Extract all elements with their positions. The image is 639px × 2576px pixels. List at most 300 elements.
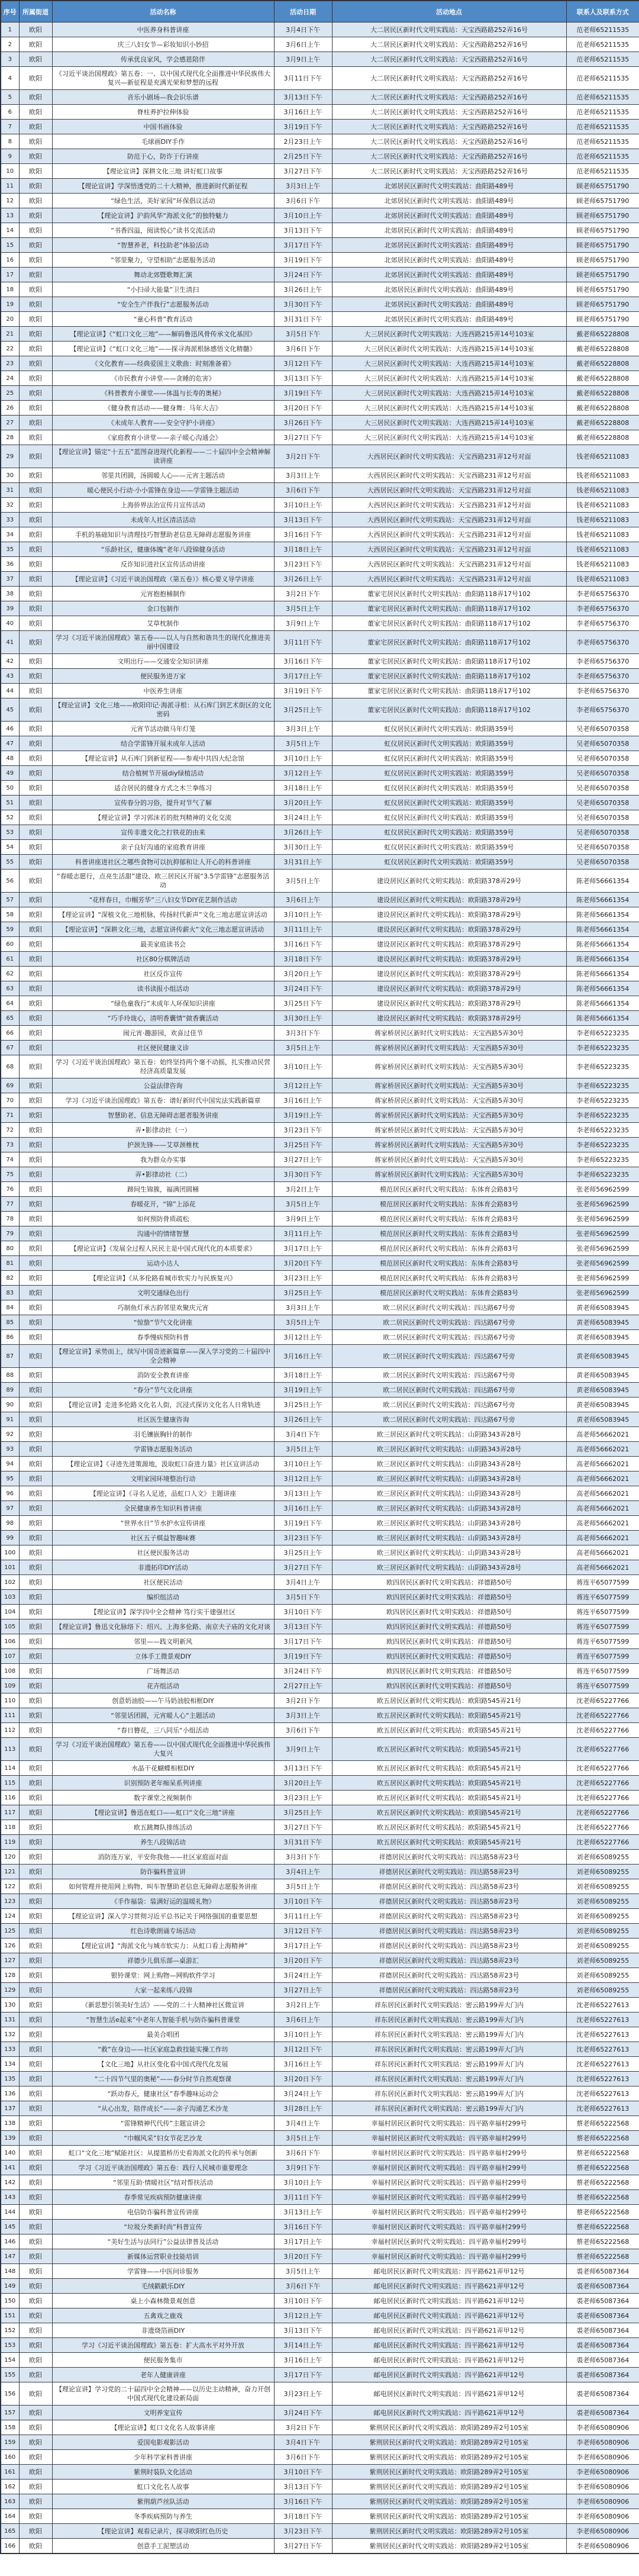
cell-activity-date: 3月28日上午 xyxy=(274,2101,332,2116)
cell-contact: 李老师65223235 xyxy=(566,1138,639,1152)
cell-activity-name: 《习近平谈治国理政》第五卷：一、以中国式现代化全面推进中华民族伟大复兴—新征程是充满光荣和梦想的远程 xyxy=(52,67,274,90)
table-row xyxy=(1,1708,639,1723)
cell-activity-location: 欧二居民区新时代文明实践站：四达路67号旁 xyxy=(332,1345,566,1368)
cell-activity-location: 董家宅居民区新时代文明实践站：曲阳路118弄17号102 xyxy=(332,684,566,698)
cell-activity-location: 北郊居民区新时代文明实践站：曲阳路489号 xyxy=(332,179,566,194)
cell-contact: 张老师56962599 xyxy=(566,1182,639,1197)
cell-street: 欧阳 xyxy=(19,1545,52,1560)
cell-no: 112 xyxy=(1,1723,19,1738)
cell-activity-location: 祥东居民区新时代文明实践站：密云路199弄大门内 xyxy=(332,2101,566,2116)
cell-no: 110 xyxy=(1,1693,19,1708)
cell-street: 欧阳 xyxy=(19,1271,52,1286)
table-row xyxy=(1,1108,639,1123)
cell-activity-name: 社区便民服务活动 xyxy=(52,1545,274,1560)
cell-contact: 吴老师65070358 xyxy=(566,840,639,855)
cell-street: 欧阳 xyxy=(19,2308,52,2323)
cell-activity-date: 3月6日下午 xyxy=(274,483,332,498)
cell-activity-date: 3月16日上午 xyxy=(274,1093,332,1108)
cell-street: 欧阳 xyxy=(19,312,52,327)
cell-activity-location: 董家宅居民区新时代文明实践站：曲阳路118弄17号102 xyxy=(332,601,566,616)
cell-no: 84 xyxy=(1,1300,19,1315)
cell-street: 欧阳 xyxy=(19,796,52,810)
cell-street: 欧阳 xyxy=(19,401,52,416)
table-row xyxy=(1,1983,639,1998)
table-row xyxy=(1,1398,639,1412)
cell-activity-location: 欧四居民区新时代文明实践站：祥德路50号 xyxy=(332,1634,566,1649)
cell-no: 41 xyxy=(1,631,19,654)
cell-activity-name: 欧五跳舞队排练活动 xyxy=(52,1820,274,1835)
cell-no: 117 xyxy=(1,1805,19,1820)
cell-contact: 李老师65080906 xyxy=(566,2494,639,2509)
cell-activity-location: 祥东居民区新时代文明实践站：密云路199弄大门内 xyxy=(332,2072,566,2086)
cell-no: 25 xyxy=(1,386,19,401)
cell-no: 72 xyxy=(1,1123,19,1138)
cell-street: 欧阳 xyxy=(19,1850,52,1865)
table-row xyxy=(1,1167,639,1182)
cell-no: 30 xyxy=(1,468,19,483)
cell-activity-location: 蒋家桥居民区新时代文明实践站：天宝西路5弄30号 xyxy=(332,1055,566,1078)
cell-no: 17 xyxy=(1,268,19,282)
cell-activity-name: “救”在身边——社区家庭急救技能实操工作坊 xyxy=(52,2042,274,2057)
cell-no: 137 xyxy=(1,2101,19,2116)
cell-activity-name: 未成年人社区清洁活动 xyxy=(52,513,274,527)
cell-activity-location: 幸福村居民区新时代文明实践站：四平路幸福村299号 xyxy=(332,2220,566,2234)
cell-no: 142 xyxy=(1,2175,19,2190)
table-row xyxy=(1,1152,639,1167)
cell-activity-location: 模范居民区新时代文明实践站：东体育会路83号 xyxy=(332,1182,566,1197)
cell-activity-location: 蒋家桥居民区新时代文明实践站：天宝西路5弄30号 xyxy=(332,1108,566,1123)
cell-activity-location: 大西居民区新时代文明实践站：天宝西路231弄12号对面 xyxy=(332,483,566,498)
cell-street: 欧阳 xyxy=(19,513,52,527)
cell-street: 欧阳 xyxy=(19,1983,52,1998)
cell-no: 88 xyxy=(1,1368,19,1383)
cell-street: 欧阳 xyxy=(19,631,52,654)
cell-no: 51 xyxy=(1,796,19,810)
cell-activity-name: 宣传春分的习俗，提升对节气了解 xyxy=(52,796,274,810)
cell-activity-location: 北郊居民区新时代文明实践站：曲阳路489号 xyxy=(332,297,566,312)
table-row xyxy=(1,684,639,698)
cell-activity-location: 邮电居民区新时代文明实践站：四平路621弄甲12号 xyxy=(332,2323,566,2338)
cell-activity-location: 紫荆居民区新时代文明实践站：欧阳路289弄2号105室 xyxy=(332,2480,566,2494)
cell-activity-name: “智慧养老，科技助老”体验活动 xyxy=(52,238,274,253)
cell-no: 83 xyxy=(1,1286,19,1300)
cell-no: 35 xyxy=(1,542,19,557)
cell-no: 26 xyxy=(1,401,19,416)
cell-street: 欧阳 xyxy=(19,2353,52,2368)
cell-street: 欧阳 xyxy=(19,67,52,90)
cell-activity-location: 虹仪居民区新时代文明实践站：欧阳路359号 xyxy=(332,796,566,810)
cell-activity-location: 建设居民区新时代文明实践站：欧阳路378弄29号 xyxy=(332,952,566,967)
cell-activity-location: 大三居民区新时代文明实践站：大连西路215弄14号103室 xyxy=(332,371,566,386)
cell-street: 欧阳 xyxy=(19,1693,52,1708)
cell-contact: 高老师56662021 xyxy=(566,1501,639,1516)
table-row xyxy=(1,1605,639,1619)
cell-street: 欧阳 xyxy=(19,1212,52,1226)
cell-street: 欧阳 xyxy=(19,2057,52,2072)
cell-activity-name: 羽毛镶嵌胸针的制作 xyxy=(52,1427,274,1442)
cell-activity-name: 反诈知识进社区宣传活动讲座 xyxy=(52,557,274,572)
cell-street: 欧阳 xyxy=(19,781,52,796)
cell-street: 欧阳 xyxy=(19,1241,52,1256)
cell-contact: 裘老师65087364 xyxy=(566,2308,639,2323)
table-row xyxy=(1,1123,639,1138)
cell-activity-location: 建设居民区新时代文明实践站：欧阳路378弄29号 xyxy=(332,907,566,922)
cell-activity-name: 舞动北郊暨歌舞汇演 xyxy=(52,268,274,282)
table-row xyxy=(1,1300,639,1315)
table-row xyxy=(1,1791,639,1805)
table-row xyxy=(1,1412,639,1427)
cell-activity-location: 大西居民区新时代文明实践站：天宝西路231弄12号对面 xyxy=(332,498,566,513)
cell-contact: 李老师65080906 xyxy=(566,2450,639,2465)
cell-contact: 沈老师65227766 xyxy=(566,1791,639,1805)
cell-activity-date: 3月20日下午 xyxy=(274,2249,332,2264)
cell-activity-name: 护颈先锋——艾草颈椎枕 xyxy=(52,1138,274,1152)
cell-activity-location: 建设居民区新时代文明实践站：欧阳路378弄29号 xyxy=(332,937,566,952)
cell-activity-name: 我为群众办实事 xyxy=(52,1152,274,1167)
cell-contact: 陈老师56661354 xyxy=(566,937,639,952)
cell-activity-name: 庆三八妇女节—彩妆知识小妙招 xyxy=(52,37,274,52)
cell-activity-location: 邮电居民区新时代文明实践站：四平路621弄甲12号 xyxy=(332,2368,566,2382)
table-row xyxy=(1,2294,639,2308)
cell-activity-location: 北郊居民区新时代文明实践站：曲阳路489号 xyxy=(332,282,566,297)
cell-contact: 陈老师56661354 xyxy=(566,981,639,996)
cell-activity-date: 3月19日上午 xyxy=(274,1108,332,1123)
cell-no: 141 xyxy=(1,2160,19,2175)
cell-contact: 蒋连平65077599 xyxy=(566,1605,639,1619)
cell-contact: 沈老师65227613 xyxy=(566,2027,639,2042)
cell-activity-location: 欧三居民区新时代文明实践站：山阴路343弄28号 xyxy=(332,1486,566,1501)
cell-activity-name: 老年人健康讲座 xyxy=(52,2368,274,2382)
cell-activity-location: 幸福村居民区新时代文明实践站：四平路幸福村299号 xyxy=(332,2116,566,2131)
cell-street: 欧阳 xyxy=(19,2190,52,2205)
cell-activity-location: 蒋家桥居民区新时代文明实践站：天宝西路5弄30号 xyxy=(332,1078,566,1093)
cell-street: 欧阳 xyxy=(19,1457,52,1471)
cell-no: 113 xyxy=(1,1738,19,1761)
cell-activity-location: 祥东居民区新时代文明实践站：密云路199弄大门内 xyxy=(332,1998,566,2012)
table-row xyxy=(1,1011,639,1026)
cell-activity-location: 祥东居民区新时代文明实践站：密云路199弄大门内 xyxy=(332,2012,566,2027)
cell-activity-location: 祥东居民区新时代文明实践站：密云路199弄大门内 xyxy=(332,2057,566,2072)
cell-activity-date: 3月18日下午 xyxy=(274,952,332,967)
cell-street: 欧阳 xyxy=(19,1791,52,1805)
table-row xyxy=(1,1575,639,1590)
cell-street: 欧阳 xyxy=(19,840,52,855)
table-row xyxy=(1,810,639,825)
cell-activity-date: 3月23日下午 xyxy=(274,2524,332,2539)
cell-no: 146 xyxy=(1,2234,19,2249)
cell-activity-name: 【理论宣讲】锚定“十五五”蓝图奋进现代化新程——二十届四中全会精神解读讲座 xyxy=(52,445,274,468)
cell-activity-name: “从心出发，陪伴成长”——亲子沟通艺术沙龙 xyxy=(52,2101,274,2116)
cell-street: 欧阳 xyxy=(19,1078,52,1093)
cell-activity-date: 3月5日上午 xyxy=(274,1315,332,1330)
cell-activity-location: 欧四居民区新时代文明实践站：祥德路50号 xyxy=(332,1590,566,1605)
cell-activity-name: 数字课堂之视频制作 xyxy=(52,1791,274,1805)
cell-street: 欧阳 xyxy=(19,2524,52,2539)
cell-activity-date: 3月17日上午 xyxy=(274,1939,332,1953)
cell-no: 80 xyxy=(1,1241,19,1256)
cell-street: 欧阳 xyxy=(19,751,52,766)
cell-activity-date: 3月6日下午 xyxy=(274,2279,332,2294)
cell-activity-location: 欧三居民区新时代文明实践站：山阴路343弄28号 xyxy=(332,1471,566,1486)
cell-activity-location: 欧五居民区新时代文明实践站：欧阳路545弄21号 xyxy=(332,1820,566,1835)
cell-activity-location: 紫荆居民区新时代文明实践站：欧阳路289弄2号105室 xyxy=(332,2524,566,2539)
cell-street: 欧阳 xyxy=(19,1345,52,1368)
cell-street: 欧阳 xyxy=(19,2264,52,2279)
cell-activity-location: 欧三居民区新时代文明实践站：山阴路343弄28号 xyxy=(332,1531,566,1545)
cell-activity-location: 大三居民区新时代文明实践站：大连西路215弄14号103室 xyxy=(332,401,566,416)
cell-activity-date: 3月11日下午 xyxy=(274,67,332,90)
cell-activity-date: 3月10日上午 xyxy=(274,208,332,223)
cell-no: 149 xyxy=(1,2279,19,2294)
cell-no: 105 xyxy=(1,1619,19,1634)
cell-activity-location: 欧五居民区新时代文明实践站：欧阳路545弄21号 xyxy=(332,1761,566,1776)
cell-activity-name: 文明养宠宣传 xyxy=(52,2406,274,2420)
cell-activity-location: 紫荆居民区新时代文明实践站：欧阳路289弄2号105室 xyxy=(332,2465,566,2480)
cell-activity-name: 如何预防骨质疏松 xyxy=(52,1212,274,1226)
cell-activity-date: 3月19日下午 xyxy=(274,253,332,268)
table-row xyxy=(1,2264,639,2279)
table-row xyxy=(1,1212,639,1226)
cell-contact: 裘老师65087364 xyxy=(566,2294,639,2308)
cell-activity-date: 3月24日上午 xyxy=(274,1968,332,1983)
cell-street: 欧阳 xyxy=(19,52,52,67)
cell-activity-location: 紫荆居民区新时代文明实践站：欧阳路289弄2号105室 xyxy=(332,2494,566,2509)
cell-no: 23 xyxy=(1,356,19,371)
cell-no: 71 xyxy=(1,1108,19,1123)
cell-no: 99 xyxy=(1,1531,19,1545)
cell-street: 欧阳 xyxy=(19,2420,52,2435)
cell-contact: 沈老师65227766 xyxy=(566,1738,639,1761)
cell-activity-name: 紫荆时装队文化活动 xyxy=(52,2465,274,2480)
cell-street: 欧阳 xyxy=(19,468,52,483)
cell-contact: 沈老师65227613 xyxy=(566,2042,639,2057)
cell-contact: 戴老师65228808 xyxy=(566,416,639,430)
cell-activity-location: 大西居民区新时代文明实践站：天宝西路231弄12号对面 xyxy=(332,513,566,527)
cell-activity-name: 如何管理并使用网上购物、叫车智慧助老信息无障碍志愿服务讲座 xyxy=(52,1879,274,1894)
cell-activity-date: 3月30日上午 xyxy=(274,840,332,855)
cell-activity-location: 模范居民区新时代文明实践站：东体育会路83号 xyxy=(332,1212,566,1226)
table-row xyxy=(1,2220,639,2234)
cell-no: 154 xyxy=(1,2353,19,2368)
cell-activity-name: 运动小达人 xyxy=(52,1256,274,1271)
cell-street: 欧阳 xyxy=(19,1649,52,1664)
cell-activity-date: 3月24日上午 xyxy=(274,810,332,825)
cell-activity-name: 适合居民的健身方式之木兰拳练习 xyxy=(52,781,274,796)
cell-contact: 蒋连平65077599 xyxy=(566,1679,639,1693)
cell-activity-date: 3月3日下午 xyxy=(274,1850,332,1865)
cell-no: 4 xyxy=(1,67,19,90)
cell-street: 欧阳 xyxy=(19,1041,52,1055)
cell-street: 欧阳 xyxy=(19,1108,52,1123)
cell-contact: 沈老师65227766 xyxy=(566,1820,639,1835)
cell-street: 欧阳 xyxy=(19,356,52,371)
cell-activity-date: 3月13日下午 xyxy=(274,2323,332,2338)
cell-no: 94 xyxy=(1,1457,19,1471)
cell-activity-location: 大二居民区新时代文明实践站：天宝西路路252弄16号 xyxy=(332,120,566,134)
cell-contact: 范老师65211535 xyxy=(566,149,639,164)
cell-activity-date: 3月6日下午 xyxy=(274,2450,332,2465)
table-row xyxy=(1,164,639,179)
cell-activity-name: 学习《习近平谈治国理政》第五卷：谱好新时代中国宪法实践新篇章 xyxy=(52,1093,274,1108)
cell-activity-date: 3月27日下午 xyxy=(274,164,332,179)
table-row xyxy=(1,149,639,164)
cell-activity-date: 3月27日上午 xyxy=(274,1152,332,1167)
cell-activity-location: 祥德居民区新时代文明实践站：四达路58弄23号 xyxy=(332,1924,566,1939)
table-row xyxy=(1,2160,639,2175)
cell-street: 欧阳 xyxy=(19,1256,52,1271)
cell-activity-date: 3月20日上午 xyxy=(274,967,332,981)
cell-contact: 顾老师65751790 xyxy=(566,208,639,223)
cell-no: 75 xyxy=(1,1167,19,1182)
cell-contact: 顾老师65751790 xyxy=(566,312,639,327)
cell-no: 16 xyxy=(1,253,19,268)
cell-street: 欧阳 xyxy=(19,1055,52,1078)
cell-activity-name: “巧手玲珑心，清明香囊情”做香囊活动 xyxy=(52,1011,274,1026)
cell-no: 162 xyxy=(1,2480,19,2494)
cell-street: 欧阳 xyxy=(19,1723,52,1738)
cell-street: 欧阳 xyxy=(19,2146,52,2160)
cell-activity-date: 3月5日上午 xyxy=(274,2264,332,2279)
cell-contact: 范老师65211535 xyxy=(566,164,639,179)
cell-street: 欧阳 xyxy=(19,2234,52,2249)
cell-activity-location: 蒋家桥居民区新时代文明实践站：天宝西路5弄30号 xyxy=(332,1138,566,1152)
cell-no: 91 xyxy=(1,1412,19,1427)
cell-activity-date: 3月9日上午 xyxy=(274,1738,332,1761)
cell-no: 156 xyxy=(1,2382,19,2406)
cell-activity-name: 全民健康养生知识科普讲座 xyxy=(52,1501,274,1516)
cell-no: 153 xyxy=(1,2338,19,2353)
cell-contact: 高老师56662021 xyxy=(566,1471,639,1486)
cell-activity-date: 3月10日上午 xyxy=(274,1055,332,1078)
cell-street: 欧阳 xyxy=(19,2160,52,2175)
table-row xyxy=(1,2368,639,2382)
cell-activity-location: 蒋家桥居民区新时代文明实践站：天宝西路5弄30号 xyxy=(332,1026,566,1041)
cell-street: 欧阳 xyxy=(19,922,52,937)
table-row xyxy=(1,1850,639,1865)
cell-street: 欧阳 xyxy=(19,1182,52,1197)
cell-activity-name: 《科普教育小课堂——体温与长寿的奥秘》 xyxy=(52,386,274,401)
cell-activity-date: 3月23日下午 xyxy=(274,1531,332,1545)
cell-activity-location: 幸福村居民区新时代文明实践站：四平路幸福村299号 xyxy=(332,2234,566,2249)
cell-contact: 刘老师65089255 xyxy=(566,1939,639,1953)
table-row xyxy=(1,2042,639,2057)
cell-activity-date: 3月30日下午 xyxy=(274,297,332,312)
cell-street: 欧阳 xyxy=(19,736,52,751)
cell-activity-location: 欧三居民区新时代文明实践站：山阴路343弄28号 xyxy=(332,1516,566,1531)
cell-contact: 沈老师65227766 xyxy=(566,1805,639,1820)
cell-no: 151 xyxy=(1,2308,19,2323)
table-row xyxy=(1,922,639,937)
cell-street: 欧阳 xyxy=(19,2338,52,2353)
cell-activity-date: 3月19日下午 xyxy=(274,386,332,401)
cell-activity-name: 学习《习近平谈治国理政》第五卷——以人与自然和谐共生的现代化推进美丽中国建设 xyxy=(52,631,274,654)
table-row xyxy=(1,1271,639,1286)
cell-contact: 裘老师65087364 xyxy=(566,2353,639,2368)
cell-activity-name: 闹元宵·趣游园，欢喜过佳节 xyxy=(52,1026,274,1041)
table-row xyxy=(1,893,639,907)
cell-activity-date: 3月13日下午 xyxy=(274,513,332,527)
cell-activity-location: 大二居民区新时代文明实践站：天宝西路路252弄16号 xyxy=(332,22,566,37)
table-row xyxy=(1,669,639,684)
cell-street: 欧阳 xyxy=(19,1093,52,1108)
cell-activity-name: 邻里共团圆，汤圆暖人心——元宵主题活动 xyxy=(52,468,274,483)
table-row xyxy=(1,386,639,401)
cell-contact: 刘老师65089255 xyxy=(566,1968,639,1983)
cell-activity-name: 社区医生健康咨询 xyxy=(52,1412,274,1427)
cell-street: 欧阳 xyxy=(19,2027,52,2042)
cell-activity-location: 欧四居民区新时代文明实践站：祥德路50号 xyxy=(332,1649,566,1664)
cell-activity-date: 3月3日下午 xyxy=(274,1026,332,1041)
cell-activity-location: 邮电居民区新时代文明实践站：四平路621弄甲12号 xyxy=(332,2294,566,2308)
cell-street: 欧阳 xyxy=(19,268,52,282)
cell-activity-date: 2月27日上午 xyxy=(274,1679,332,1693)
cell-contact: 蒋连平65077599 xyxy=(566,1619,639,1634)
cell-activity-location: 大三居民区新时代文明实践站：大连西路215弄14号103室 xyxy=(332,327,566,342)
cell-activity-name: 《家庭教育小讲堂——亲子暖心沟通会》 xyxy=(52,430,274,445)
cell-activity-name: 文明出行——交通安全知识讲座 xyxy=(52,654,274,669)
cell-activity-location: 董家宅居民区新时代文明实践站：曲阳路118弄17号102 xyxy=(332,587,566,601)
cell-street: 欧阳 xyxy=(19,208,52,223)
table-row xyxy=(1,2175,639,2190)
cell-no: 42 xyxy=(1,654,19,669)
cell-activity-date: 3月16日下午 xyxy=(274,937,332,952)
cell-contact: 沈老师65227613 xyxy=(566,2101,639,2116)
cell-activity-location: 建设居民区新时代文明实践站：欧阳路378弄29号 xyxy=(332,967,566,981)
cell-street: 欧阳 xyxy=(19,253,52,268)
cell-street: 欧阳 xyxy=(19,2086,52,2101)
cell-street: 欧阳 xyxy=(19,2382,52,2406)
cell-activity-name: 【理论宣讲】《习近平谈治国理政（第五卷）》核心要义导学讲座 xyxy=(52,572,274,587)
cell-contact: 高老师56662021 xyxy=(566,1486,639,1501)
cell-contact: 范老师65211535 xyxy=(566,67,639,90)
cell-contact: 吴老师65070358 xyxy=(566,751,639,766)
cell-contact: 蔡老师65222568 xyxy=(566,2160,639,2175)
cell-no: 159 xyxy=(1,2435,19,2450)
cell-activity-location: 邮电居民区新时代文明实践站：四平路621弄甲12号 xyxy=(332,2308,566,2323)
cell-activity-name: 【理论宣讲】观看记录片，探寻欧阳红色历史 xyxy=(52,2524,274,2539)
cell-contact: 顾老师65751790 xyxy=(566,297,639,312)
cell-contact: 蔡老师65222568 xyxy=(566,2131,639,2146)
cell-activity-date: 3月5日上午 xyxy=(274,736,332,751)
cell-no: 89 xyxy=(1,1383,19,1398)
cell-activity-date: 3月11日下午 xyxy=(274,2190,332,2205)
cell-activity-date: 3月16日上午 xyxy=(274,2057,332,2072)
cell-activity-date: 3月13日上午 xyxy=(274,2205,332,2220)
cell-activity-location: 紫荆居民区新时代文明实践站：欧阳路289弄2号105室 xyxy=(332,2420,566,2435)
cell-activity-location: 欧二居民区新时代文明实践站：四达路67号旁 xyxy=(332,1412,566,1427)
cell-street: 欧阳 xyxy=(19,1197,52,1212)
cell-activity-location: 欧五居民区新时代文明实践站：欧阳路545弄21号 xyxy=(332,1723,566,1738)
cell-activity-location: 大西居民区新时代文明实践站：天宝西路231弄12号对面 xyxy=(332,542,566,557)
cell-activity-date: 3月17日下午 xyxy=(274,1634,332,1649)
cell-activity-date: 3月12日上午 xyxy=(274,2308,332,2323)
cell-activity-location: 虹仪居民区新时代文明实践站：欧阳路359号 xyxy=(332,810,566,825)
table-row xyxy=(1,1590,639,1605)
cell-contact: 钱老师65211083 xyxy=(566,542,639,557)
table-row xyxy=(1,1427,639,1442)
cell-contact: 沈老师65227766 xyxy=(566,1723,639,1738)
cell-activity-date: 3月12日上午 xyxy=(274,1078,332,1093)
cell-activity-location: 大三居民区新时代文明实践站：大连西路215弄14号103室 xyxy=(332,386,566,401)
table-row xyxy=(1,527,639,542)
cell-activity-date: 3月3日上午 xyxy=(274,1300,332,1315)
cell-street: 欧阳 xyxy=(19,386,52,401)
cell-activity-location: 建设居民区新时代文明实践站：欧阳路378弄29号 xyxy=(332,893,566,907)
cell-activity-location: 大二居民区新时代文明实践站：天宝西路路252弄16号 xyxy=(332,105,566,120)
table-row xyxy=(1,2027,639,2042)
cell-contact: 李老师65756370 xyxy=(566,587,639,601)
cell-contact: 裘老师65087364 xyxy=(566,2382,639,2406)
